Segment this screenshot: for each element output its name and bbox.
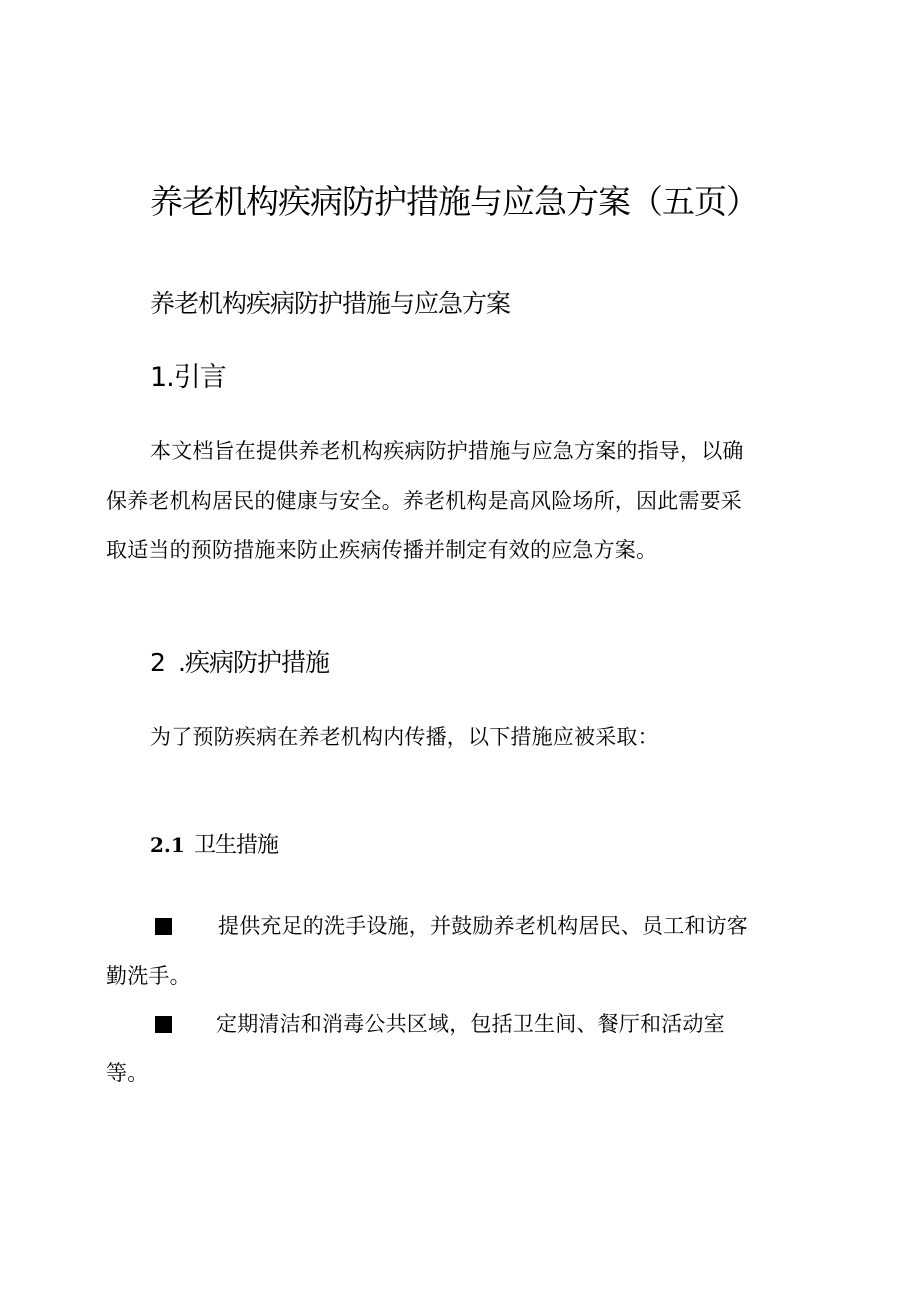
measures-lead-paragraph: 为了预防疾病在养老机构内传播，以下措施应被采取：: [150, 725, 659, 749]
intro-paragraph-line-2: 保养老机构居民的健康与安全。养老机构是高风险场所，因此需要采: [106, 489, 742, 513]
hygiene-item-1-line-1: 提供充足的洗手设施，并鼓励养老机构居民、员工和访客: [218, 914, 748, 938]
section-measures-heading: [150, 646, 329, 680]
section-measures-number: 2: [150, 648, 165, 677]
subsection-hygiene-number: 2.1: [150, 833, 185, 857]
document-title: 养老机构疾病防护措施与应急方案（五页）: [150, 182, 758, 221]
square-bullet-icon: [155, 918, 172, 935]
section-intro-heading: 1.引言: [150, 362, 226, 393]
subsection-hygiene-title: 卫生措施: [194, 833, 279, 858]
intro-paragraph-line-1: 本文档旨在提供养老机构疾病防护措施与应急方案的指导，以确: [150, 439, 744, 463]
subsection-hygiene-heading: [150, 830, 278, 861]
intro-paragraph-line-3: 取适当的预防措施来防止疾病传播并制定有效的应急方案。: [106, 538, 658, 562]
hygiene-item-1-line-2: 勤洗手。: [106, 964, 191, 988]
section-measures-title: .疾病防护措施: [178, 648, 329, 677]
document-subtitle: 养老机构疾病防护措施与应急方案: [150, 289, 511, 318]
hygiene-item-2-line-2: 等。: [106, 1061, 149, 1085]
hygiene-item-2-line-1: 定期清洁和消毒公共区域，包括卫生间、餐厅和活动室: [216, 1012, 725, 1036]
square-bullet-icon: [155, 1016, 172, 1033]
